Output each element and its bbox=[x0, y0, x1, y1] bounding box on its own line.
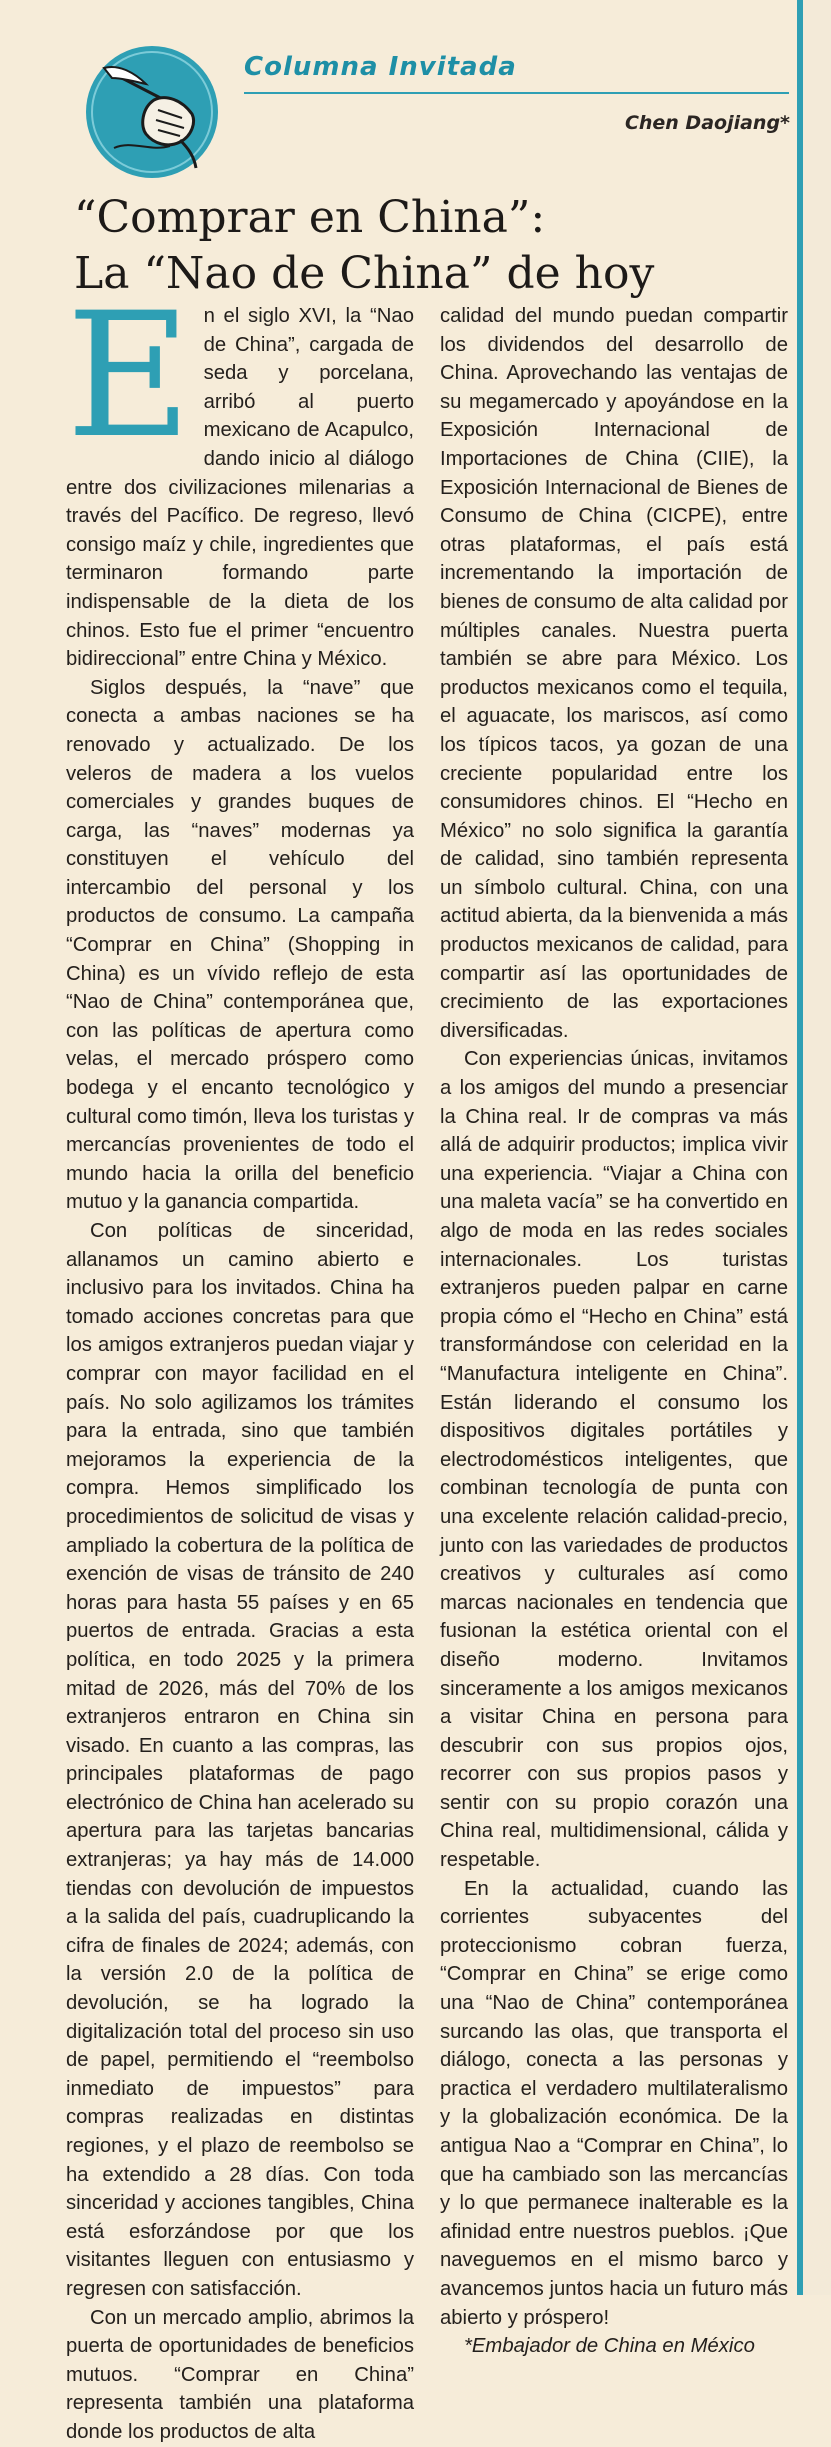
paragraph-1-text: n el siglo XVI, la “Nao de China”, cargada de seda y porcelana, arribó al puerto mexicano de Acapulco, dando inicio al diálogo entre dos civilizaciones milenarias a través del Pacífico. De regreso, llevó consigo maíz y chile, ingredientes que terminaron formando parte indispensable de la dieta de los chinos. Esto fue el primer “encuentro bidireccional” entre China y México. bbox=[66, 305, 414, 671]
paragraph-4-start: Con un mercado amplio, abrimos la puerta de oportunidades de beneficios mutuos. “Comprar en China” representa también una plataforma donde los productos de alta bbox=[66, 2306, 414, 2443]
left-column bbox=[66, 275, 414, 2443]
article-body bbox=[66, 275, 788, 2443]
paragraph-5: Con experiencias únicas, invitamos a los amigos del mundo a presenciar la China real. Ir de compras va más allá de adquirir productos; implica vivir una experiencia. “Viajar a China con una maleta vacía” se ha convertido en algo de moda en las redes sociales internacionales. Los turistas extranjeros pueden palpar en carne propia cómo el “Hecho en China” está transformándose con celeridad en la “Manufactura inteligente en China”. Están liderando el consumo los dispositivos digitales portátiles y electrodomésticos inteligentes, que combinan tecnología de punta con una excelente relación calidad-precio, junto con las variedades de productos creativos y culturales así como marcas nacionales en tendencia que fusionan la estética oriental con el diseño moderno. Invitamos sinceramente a los amigos mexicanos a visitar China en persona para descubrir con sus propios ojos, recorrer con sus propios pasos y sentir con su propio corazón una China real, multidimensional, cálida y respetable. bbox=[440, 1048, 788, 1872]
section-divider bbox=[244, 92, 789, 94]
page-edge-strip bbox=[803, 0, 831, 2295]
drop-cap: E bbox=[66, 275, 192, 476]
section-label: Columna Invitada bbox=[244, 52, 517, 82]
paragraph-1 bbox=[66, 275, 414, 674]
hand-writing-with-quill-icon bbox=[84, 44, 220, 180]
author-name: Chen Daojiang* bbox=[624, 112, 790, 134]
paragraph-2: Siglos después, la “nave” que conecta a ambas naciones se ha renovado y actualizado. De los veleros de madera a los vuelos comerciales y grandes buques de carga, las “naves” modernas ya constituyen el vehículo del intercambio del personal y los productos de consumo. La campaña “Comprar en China” (Shopping in China) es un vívido reflejo de esta “Nao de China” contemporánea que, con las políticas de apertura como velas, el mercado próspero como bodega y el encanto tecnológico y cultural como timón, lleva los turistas y mercancías provenientes de todo el mundo hacia la orilla del beneficio mutuo y la ganancia compartida. bbox=[66, 676, 414, 1214]
paragraph-4-end: calidad del mundo puedan compartir los dividendos del desarrollo de China. Aprovechando las ventajas de su megamercado y apoyándose en la Exposición Internacional de Importaciones de China (CIIE), la Exposición Internacional de Bienes de Consumo de China (CICPE), entre otras plataformas, el país está incrementando la importación de bienes de consumo de alta calidad por múltiples canales. Nuestra puerta también se abre para México. Los productos mexicanos como el tequila, el aguacate, los mariscos, así como los típicos tacos, ya gozan de una creciente popularidad entre los consumidores chinos. El “Hecho en México” no solo significa la garantía de calidad, sino también representa un símbolo cultural. China, con una actitud abierta, da la bienvenida a más productos mexicanos de calidad, para compartir así las oportunidades de crecimiento de las exportaciones diversificadas. bbox=[440, 305, 788, 1042]
title-line-1: “Comprar en China”: bbox=[74, 192, 546, 243]
right-column bbox=[440, 302, 788, 2358]
paragraph-3: Con políticas de sinceridad, allanamos un camino abierto e inclusivo para los invitados. China ha tomado acciones concretas para que los amigos extranjeros puedan viajar y comprar con mayor facilidad en el país. No solo agilizamos los trámites para la entrada, sino que también mejoramos la experiencia de la compra. Hemos simplificado los procedimientos de solicitud de visas y ampliado la cobertura de la política de exención de visas de tránsito de 240 horas para hasta 55 países y en 65 puertos de entrada. Gracias a esta política, en todo 2025 y la primera mitad de 2026, más del 70% de los extranjeros entraron en China sin visado. En cuanto a las compras, las principales plataformas de pago electrónico de China han acelerado su apertura para las tarjetas bancarias extranjeras; ya hay más de 14.000 tiendas con devolución de impuestos a la salida del país, cuadruplicando la cifra de finales de 2024; además, con la versión 2.0 de la política de devolución, se ha logrado la digitalización total del proceso sin uso de papel, permitiendo el “reembolso inmediato de impuestos” para compras realizadas en distintas regiones, y el plazo de reembolso se ha extendido a 28 días. Con toda sinceridad y acciones tangibles, China está esforzándose por que los visitantes lleguen con entusiasmo y regresen con satisfacción. bbox=[66, 1220, 414, 2300]
title-line-2: La “Nao de China” de hoy bbox=[74, 248, 655, 299]
author-footnote: *Embajador de China en México bbox=[464, 2335, 755, 2358]
paragraph-6: En la actualidad, cuando las corrientes subyacentes del proteccionismo cobran fuerza, “Comprar en China” se erige como una “Nao de China” contemporánea surcando las olas, que transporta el diálogo, conecta a las personas y practica el verdadero multilateralismo y la globalización económica. De la antigua Nao a “Comprar en China”, lo que ha cambiado son las mercancías y lo que permanece inalterable es la afinidad entre nuestros pueblos. ¡Que naveguemos en el mismo barco y avancemos juntos hacia un futuro más abierto y próspero! bbox=[440, 1877, 788, 2329]
